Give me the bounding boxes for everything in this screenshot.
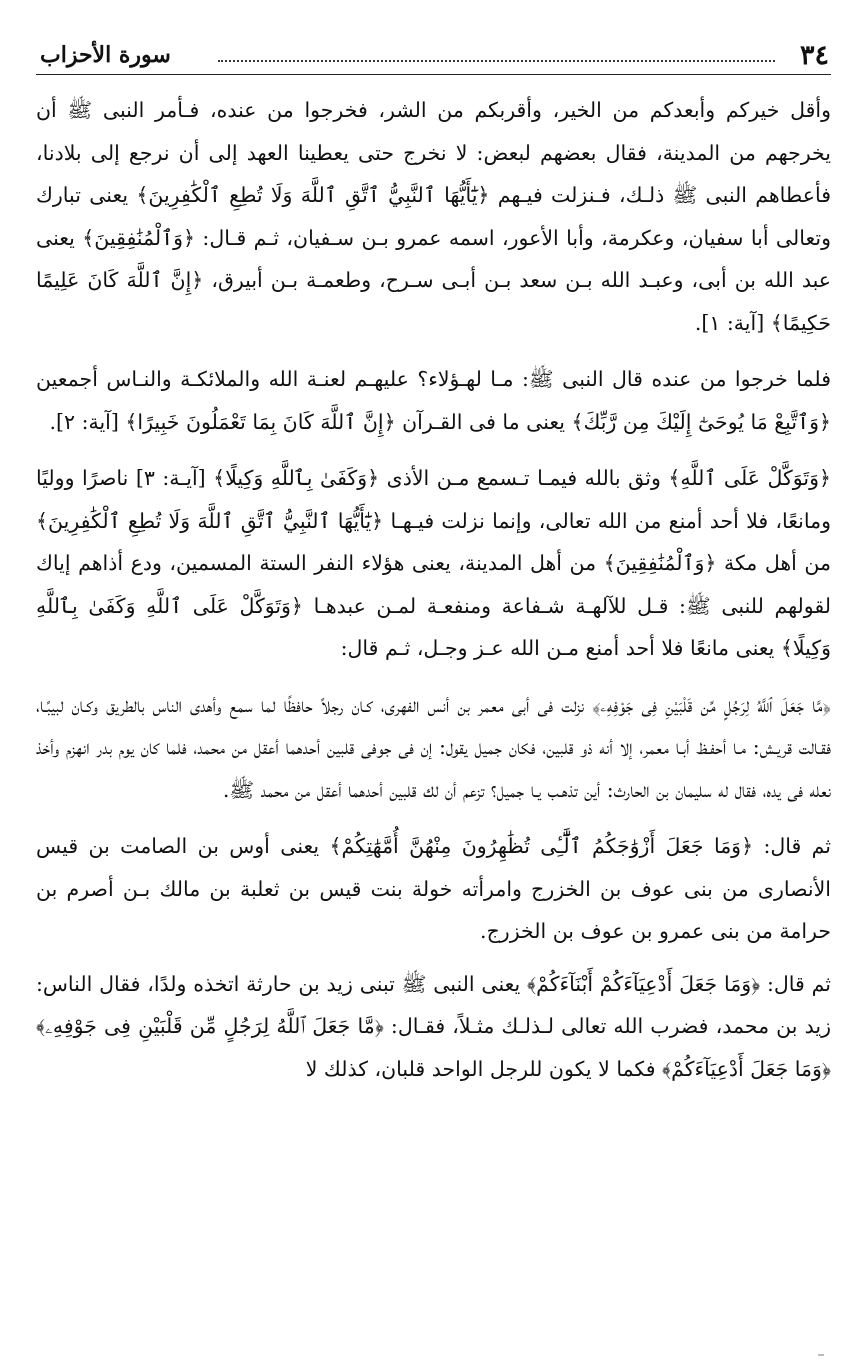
paragraph-1: وأقل خيركم وأبعدكم من الخير، وأقربكم من الشر، فخرجوا من عنده، فـأمر النبى ﷺ أن يخرجهم من المدينة، فقال بعضهم لبعض: لا نخرج حتى يعطينا العهد إلى أن نرجع إلى بلادنا، فأعطاهم النبى ﷺ ذلـك، فـنزلت فيـهم ﴿يَٰٓأَيُّهَا ٱلنَّبِيُّ ٱتَّقِ ٱللَّهَ وَلَا تُطِعِ ٱلْكَٰفِرِينَ﴾ يعنى تبارك وتعالى أبا سفيان، وعكرمة، وأبا الأعور، اسمه عمرو بـن سـفيان، ثـم قـال: ﴿وَٱلْمُنَٰفِقِينَ﴾ يعنى عبد الله بن أبى، وعبـد الله بـن سعد بـن أبـى سـرح، وطعمـة بـن أبيرق، ﴿إِنَّ ٱللَّهَ كَانَ عَلِيمًا حَكِيمًا﴾ [آية: ١].	[36, 98, 831, 335]
paragraph-3: ﴿وَتَوَكَّلْ عَلَى ٱللَّهِ﴾ وثق بالله فيمـا تـسمع مـن الأذى ﴿وَكَفَىٰ بِٱللَّهِ وَكِيلًا﴾ [آيـة: ٣] ناصرًا ووليًا ومانعًا، فلا أحد أمنع من الله تعالى، وإنما نزلت فيـهـا ﴿يَٰٓأَيُّهَا ٱلنَّبِيُّ ٱتَّقِ ٱللَّهَ وَلَا تُطِعِ ٱلْكَٰفِرِينَ﴾ من أهل مكة ﴿وَٱلْمُنَٰفِقِينَ﴾ من أهل المدينة، يعنى هؤلاء النفر الستة المسمين، ودع أذاهم إياك لقولهم للنبى ﷺ: قـل للآلهـة شـفاعة ومنفعـة لمـن عبدهـا ﴿وَتَوَكَّلْ عَلَى ٱللَّهِ وَكَفَىٰ بِٱللَّهِ وَكِيلًا﴾ يعنى مانعًا فلا أحد أمنع مـن الله عـز وجـل، ثـم قال:	[36, 466, 831, 660]
paragraph-6: ثم قال: ﴿وَمَا جَعَلَ أَدْعِيَآءَكُمْ أَبْنَآءَكُمْ﴾ يعنى النبى ﷺ تبنى زيد بن حارثة اتخذه ولدًا، فقال الناس: زيد بن محمد، فضرب الله تعالى لـذلـك مثـلاً، فقـال: ﴿مَّا جَعَلَ ٱللَّهُ لِرَجُلٍ مِّن قَلْبَيْنِ فِى جَوْفِهِۦ﴾ ﴿وَمَا جَعَلَ أَدْعِيَآءَكُمْ﴾ فكما لا يكون للرجل الواحد قلبان، كذلك لا	[36, 971, 831, 1081]
dotted-leader	[218, 60, 775, 62]
surah-title: سورة الأحزاب	[40, 42, 171, 68]
paragraph-5: ثم قال: ﴿وَمَا جَعَلَ أَزْوَٰجَكُمُ ٱلَّٰٓـِٔى تُظَٰهِرُونَ مِنْهُنَّ أُمَّهَٰتِكُمْ﴾ يعنى أوس بن الصامت بن قيس الأنصارى من بنى عوف بن الخزرج وامرأته خولة بنت قيس بن ثعلبة بن مالك بـن أصرم بن حرامة من بنى عمرو بن عوف بن الخزرج.	[36, 834, 831, 943]
page-body	[36, 89, 831, 1090]
paragraph-4: ﴿مَّا جَعَلَ ٱللَّهُ لِرَجُلٍ مِّن قَلْبَيْنِ فِى جَوْفِهِۦ﴾ نزلت فى أبى معمر بن أنس الفهرى، كـان رجلاً حافظًا لما سمع وأهدى الناس بالطريق وكـان لبيبًـا، فقـالت قريـش: مـا أحفـظ أبـا معمر، إلا أنه ذو قلبين، فكان جميل يقول: إن فى جوفى قلبين أحدهما أعقل من محمد، فلما كان يوم بدر انهزم وأخذ نعله فى يده، فقال له سليمان بن الحارث: أين تذهـب يـا جميل؟ تزعم أن لك قلبين أحدهما أعقل من محمد ﷺ.	[36, 692, 831, 802]
page-number: ٣٤	[799, 40, 829, 71]
scan-speck	[818, 1354, 824, 1356]
page-header	[36, 30, 831, 75]
book-page	[36, 30, 831, 1350]
paragraph-2: فلما خرجوا من عنده قال النبى ﷺ: مـا لهـؤلاء؟ عليهـم لعنـة الله والملائكـة والنـاس أجمعين ﴿وَٱتَّبِعْ مَا يُوحَىٰٓ إِلَيْكَ مِن رَّبِّكَ﴾ يعنى ما فى القـرآن ﴿إِنَّ ٱللَّهَ كَانَ بِمَا تَعْمَلُونَ خَبِيرًا﴾ [آية: ٢].	[36, 367, 831, 434]
